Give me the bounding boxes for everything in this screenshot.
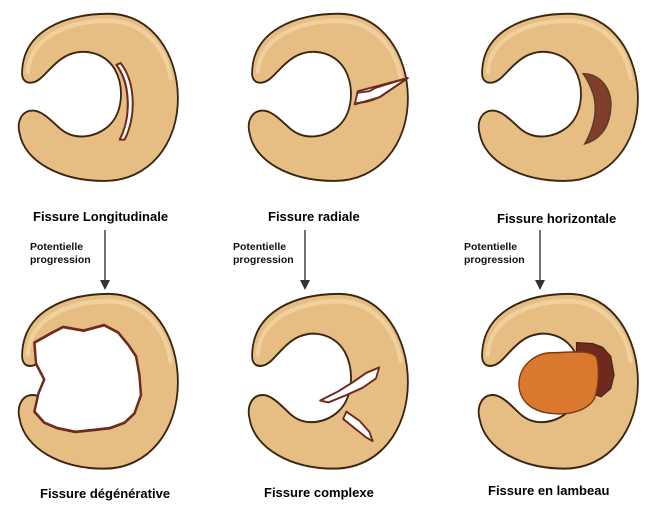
progression-arrow-3 <box>535 230 545 290</box>
horizontal-tear-icon <box>479 14 638 181</box>
progression-line-2: progression <box>30 254 91 266</box>
label-flap-tear: Fissure en lambeau <box>488 483 610 498</box>
progression-line-1: Potentielle <box>464 241 518 253</box>
progression-line-2: progression <box>464 254 525 266</box>
progression-arrow-2 <box>300 230 310 290</box>
label-radial-tear: Fissure radiale <box>268 209 360 224</box>
degenerative-tear-icon <box>19 294 178 469</box>
progression-line-1: Potentielle <box>233 241 287 253</box>
progression-label-2 <box>233 241 294 267</box>
complex-tear-icon <box>249 294 408 469</box>
label-complex-tear: Fissure complexe <box>264 485 374 500</box>
flap-tear-icon <box>479 294 638 469</box>
progression-line-1: Potentielle <box>30 241 84 253</box>
progression-arrow-1 <box>100 230 110 290</box>
label-longitudinal-tear: Fissure Longitudinale <box>33 209 169 224</box>
progression-label-1 <box>30 241 91 267</box>
radial-tear-icon <box>249 14 408 181</box>
label-degenerative-tear: Fissure dégénérative <box>40 486 171 501</box>
progression-line-2: progression <box>233 254 294 266</box>
progression-label-3 <box>464 241 525 267</box>
longitudinal-tear-icon <box>19 14 178 181</box>
label-horizontal-tear: Fissure horizontale <box>497 211 617 226</box>
